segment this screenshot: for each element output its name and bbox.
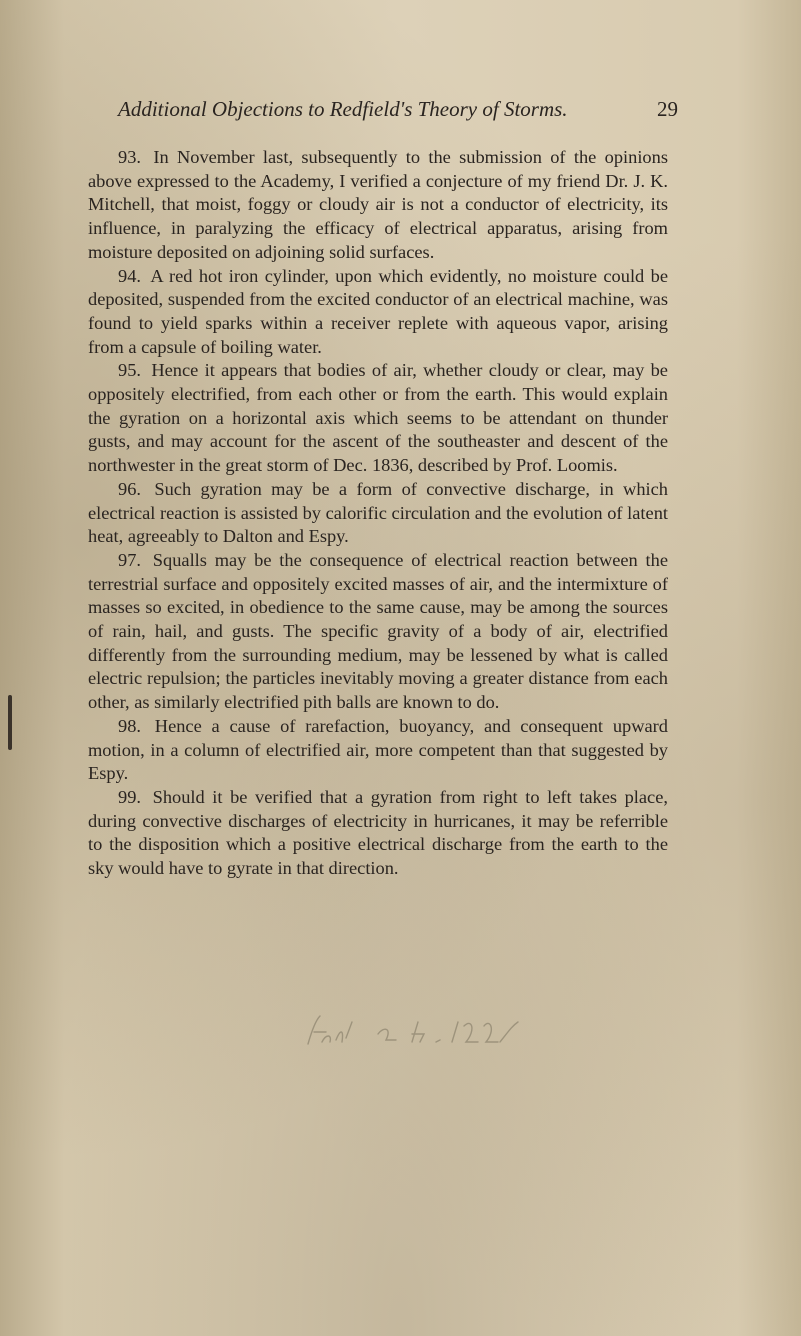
paragraph-text: Hence a cause of rarefaction, buoyancy, and consequent upward motion, in a column of electrified air, more competent than that suggested by Espy. (88, 715, 668, 784)
paragraph-text: Such gyration may be a form of convective discharge, in which electrical reaction is assisted by calorific circulation and the evolution of latent heat, agreeably to Dalton and Espy. (88, 478, 668, 547)
paragraph-text: A red hot iron cylinder, upon which evidently, no moisture could be deposited, suspended from the excited conductor of an electrical machine, was found to yield sparks within a receiver replete with aqueous vapor, arising from a capsule of boiling water. (88, 265, 668, 357)
paragraph-text: Hence it appears that bodies of air, whether cloudy or clear, may be oppositely electrified, from each other or from the earth. This would explain the gyration on a horizontal axis which seems to be attendant on thunder gusts, and may account for the ascent of the southeaster and descent of the northwester in the great storm of Dec. 1836, described by Prof. Loomis. (88, 360, 668, 476)
running-head (118, 97, 678, 125)
paragraph-number: 95. (118, 360, 141, 381)
handwriting-scribble (300, 1012, 530, 1052)
paragraph-97 (88, 549, 668, 715)
paragraph-text: Should it be verified that a gyration from right to left takes place, during convective discharges of electricity in hurricanes, it may be referrible to the disposition which a positive electrical discharge from the earth to the sky would have to gyrate in that direction. (88, 786, 668, 879)
paragraph-94 (88, 265, 668, 360)
paragraph-text: In November last, subsequently to the submission of the opinions above expressed to the Academy, I verified a conjecture of my friend Dr. J. K. Mitchell, that moist, foggy or cloudy air is not a conductor of electricity, its influence, in paralyzing the efficacy of electrical apparatus, arising from moisture deposited on adjoining solid surfaces. (88, 147, 668, 262)
paragraph-number: 98. (118, 715, 141, 736)
paragraph-number: 99. (118, 786, 141, 807)
paragraph-99 (88, 786, 668, 881)
handwritten-annotation (300, 1012, 530, 1052)
body-text (88, 146, 668, 881)
binding-edge-mark (8, 695, 12, 750)
paragraph-93 (88, 146, 668, 265)
paragraph-number: 96. (118, 478, 141, 499)
paragraph-95 (88, 359, 668, 478)
page-number: 29 (657, 97, 678, 121)
paragraph-96 (88, 478, 668, 549)
paragraph-text: Squalls may be the consequence of electrical reaction between the terrestrial surface and oppositely excited masses of air, and the intermixture of masses so excited, in obedience to the same cause, may be among the sources of rain, hail, and gusts. The specific gravity of a body of air, electrified differently from the surrounding medium, may be lessened by what is called electric repulsion; the particles inevitably moving a greater distance from each other, as similarly electrified pith balls are known to do. (88, 549, 668, 713)
paragraph-number: 94. (118, 265, 141, 286)
paragraph-number: 97. (118, 549, 141, 570)
paragraph-98 (88, 715, 668, 786)
running-title: Additional Objections to Redfield's Theory of Storms. (118, 97, 568, 121)
paragraph-number: 93. (118, 147, 141, 167)
